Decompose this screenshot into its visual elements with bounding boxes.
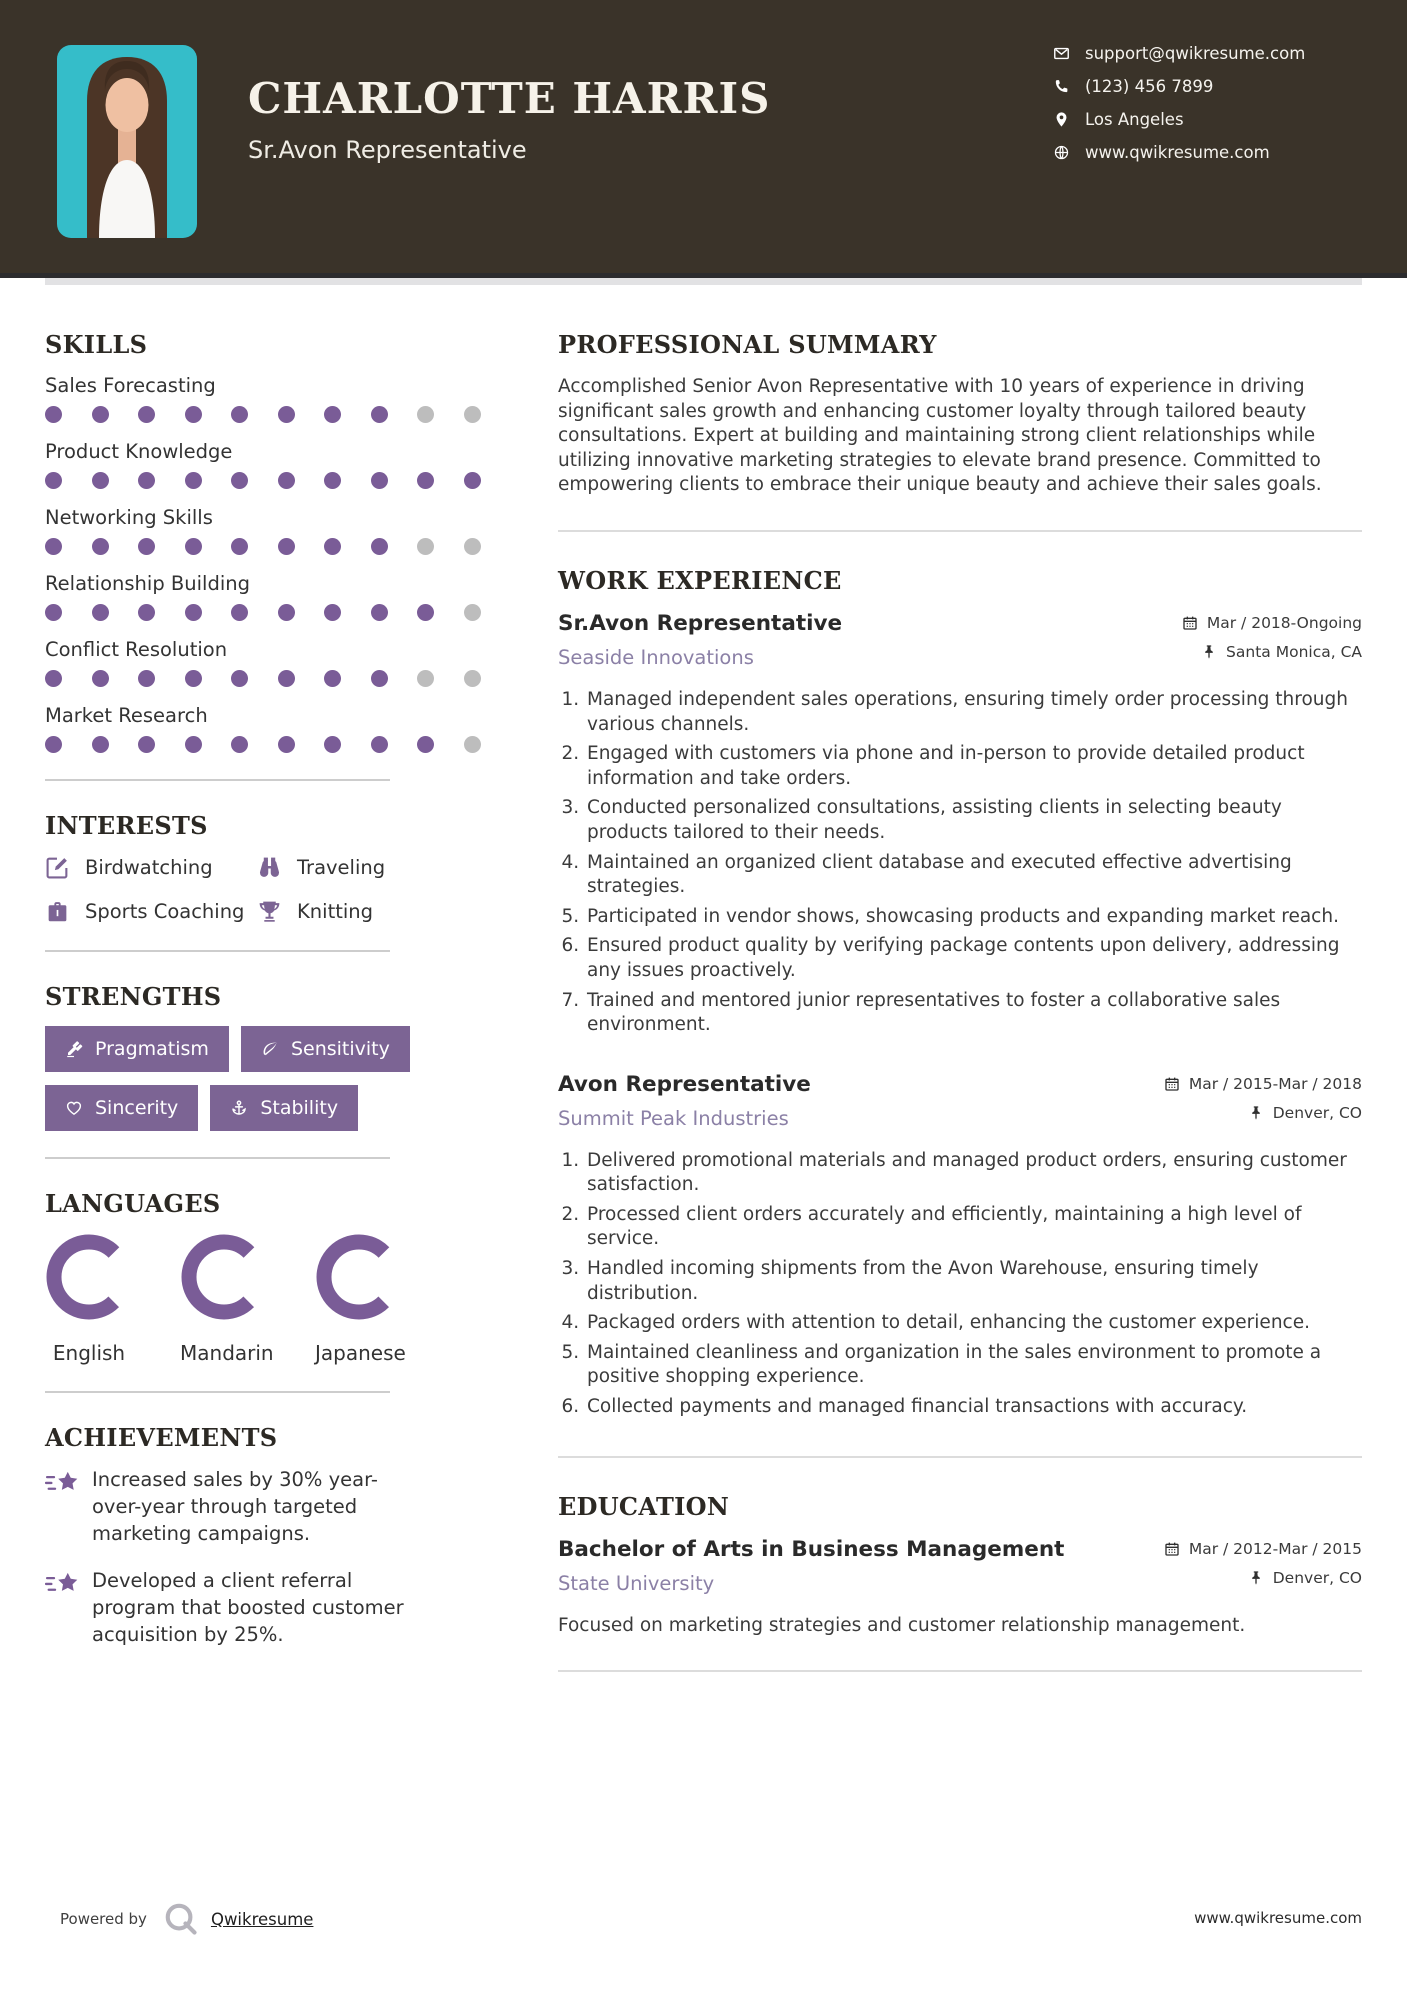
skill-dot	[464, 472, 481, 489]
footer	[0, 1893, 1407, 1953]
skill-dot	[185, 670, 202, 687]
interests-heading: INTERESTS	[45, 811, 208, 840]
sidebar-divider	[45, 779, 390, 781]
job-company: Summit Peak Industries	[558, 1106, 789, 1130]
job-date-row	[1182, 614, 1362, 632]
job-location: Denver, CO	[1272, 1103, 1362, 1122]
achievement-item	[45, 1568, 500, 1649]
school-name: State University	[558, 1571, 715, 1595]
sidebar-divider	[45, 950, 390, 952]
skill-row	[45, 572, 500, 621]
achievement-text: Developed a client referral program that boosted customer acquisition by 25%.	[92, 1568, 404, 1646]
strength-label: Pragmatism	[95, 1038, 209, 1060]
skill-dot	[138, 604, 155, 621]
skill-dot	[185, 406, 202, 423]
contact-row	[1053, 77, 1305, 95]
job-header-left	[558, 611, 842, 669]
job-bullet: 6. Ensured product quality by verifying package contents upon delivery, addressing any issues proactively.	[585, 934, 1362, 983]
contact-text: www.qwikresume.com	[1085, 142, 1270, 162]
language-level-ring	[180, 1233, 268, 1321]
job-location-row	[1182, 643, 1362, 661]
shooting-star-icon	[45, 1571, 81, 1599]
job-bullet: 4. Maintained an organized client database and executed effective advertising strategies.	[585, 851, 1362, 900]
skill-dot-rating	[45, 604, 500, 621]
strength-badge	[241, 1026, 410, 1072]
sidebar-divider	[45, 1391, 390, 1393]
language-label: English	[52, 1341, 126, 1365]
languages-heading: LANGUAGES	[45, 1189, 221, 1218]
skill-dot	[138, 406, 155, 423]
skill-label: Relationship Building	[45, 572, 251, 595]
language-label: Japanese	[315, 1341, 406, 1365]
skill-dot	[324, 736, 341, 753]
contact-list	[1053, 44, 1305, 176]
skill-dot	[185, 538, 202, 555]
job-bullet: 7. Trained and mentored junior representatives to foster a collaborative sales environment.	[585, 989, 1362, 1038]
skill-dot	[417, 472, 434, 489]
job-header-left	[558, 1072, 811, 1130]
skills-heading: SKILLS	[45, 330, 148, 359]
strengths-list	[45, 1026, 490, 1131]
job-bullet-list	[558, 688, 1362, 1038]
pushpin-icon	[1201, 644, 1217, 660]
interests-list	[45, 855, 500, 924]
language-item	[315, 1233, 406, 1365]
main-divider	[558, 1670, 1362, 1672]
globe-icon	[1053, 144, 1070, 161]
skill-label: Product Knowledge	[45, 440, 233, 463]
strength-label: Stability	[260, 1097, 339, 1119]
calendar-icon	[1164, 1076, 1180, 1092]
skill-dot	[371, 604, 388, 621]
skill-dot	[324, 406, 341, 423]
strength-badge	[210, 1085, 358, 1131]
job-meta	[1164, 1072, 1362, 1133]
job-date: Mar / 2015-Mar / 2018	[1188, 1074, 1362, 1093]
job-entry	[558, 611, 1362, 1038]
job-location: Santa Monica, CA	[1226, 642, 1362, 661]
education-date: Mar / 2012-Mar / 2015	[1188, 1539, 1362, 1558]
skill-dot	[464, 736, 481, 753]
skill-label: Market Research	[45, 704, 208, 727]
identity-block	[248, 74, 770, 164]
skill-dot	[45, 406, 62, 423]
person-job-title: Sr.Avon Representative	[248, 136, 527, 164]
job-bullet: 1. Managed independent sales operations, ensuring timely order processing through various channels.	[585, 688, 1362, 737]
job-header	[558, 611, 1362, 672]
heart-icon	[65, 1099, 83, 1117]
binoculars-icon	[257, 855, 282, 880]
phone-icon	[1053, 78, 1070, 95]
achievement-text: Increased sales by 30% year-over-year through targeted marketing campaigns.	[92, 1468, 378, 1545]
person-name: CHARLOTTE HARRIS	[248, 74, 771, 123]
skill-dot	[371, 670, 388, 687]
skill-dot	[417, 604, 434, 621]
education-location: Denver, CO	[1272, 1568, 1362, 1587]
contact-row	[1053, 44, 1305, 62]
pushpin-icon	[1248, 1570, 1264, 1586]
job-company: Seaside Innovations	[558, 645, 754, 669]
skill-dot-rating	[45, 736, 500, 753]
interest-label: Birdwatching	[85, 856, 213, 879]
skill-dot	[138, 736, 155, 753]
skill-dot	[138, 472, 155, 489]
job-title: Avon Representative	[558, 1071, 811, 1097]
strength-label: Sensitivity	[290, 1038, 390, 1060]
skill-dot	[185, 472, 202, 489]
job-entry	[558, 1072, 1362, 1420]
profile-photo	[57, 45, 197, 238]
skill-dot	[464, 538, 481, 555]
skill-dot	[231, 670, 248, 687]
skill-label: Networking Skills	[45, 506, 213, 529]
skill-dot	[324, 472, 341, 489]
job-date: Mar / 2018-Ongoing	[1206, 613, 1362, 632]
job-bullet: 6. Collected payments and managed financial transactions with accuracy.	[585, 1395, 1362, 1420]
skill-dot	[278, 604, 295, 621]
skill-row	[45, 704, 500, 753]
job-bullet: 2. Processed client orders accurately and efficiently, maintaining a high level of service.	[585, 1203, 1362, 1252]
strength-label: Sincerity	[95, 1097, 179, 1119]
footer-website: www.qwikresume.com	[1194, 1909, 1362, 1927]
leaf-icon	[261, 1040, 279, 1058]
skill-dot	[92, 604, 109, 621]
skill-dot	[464, 604, 481, 621]
main-divider	[558, 530, 1362, 532]
pen-square-icon	[45, 855, 70, 880]
interest-item	[257, 855, 500, 880]
job-bullet: 2. Engaged with customers via phone and in-person to provide detailed product information and take orders.	[585, 742, 1362, 791]
header-shadow-strip	[45, 278, 1362, 285]
job-date-row	[1164, 1075, 1362, 1093]
trophy-icon	[257, 899, 282, 924]
skill-dot	[324, 538, 341, 555]
skill-dot	[278, 736, 295, 753]
briefcase-icon	[45, 899, 70, 924]
language-level-ring	[45, 1233, 133, 1321]
skill-dot	[231, 406, 248, 423]
qwikresume-link[interactable]: Qwikresume	[210, 1909, 314, 1929]
sidebar	[45, 330, 500, 1668]
calendar-icon	[1164, 1541, 1180, 1557]
avatar-illustration	[57, 45, 197, 238]
interest-item	[45, 855, 257, 880]
skill-dot	[417, 406, 434, 423]
qwikresume-logo-icon	[163, 1901, 199, 1937]
skill-dot	[371, 736, 388, 753]
job-bullet: 5. Maintained cleanliness and organization in the sales environment to promote a positive shopping experience.	[585, 1341, 1362, 1390]
skill-dot	[417, 670, 434, 687]
strength-badge	[45, 1026, 229, 1072]
skill-dot	[231, 604, 248, 621]
skill-dot	[92, 472, 109, 489]
education-heading: EDUCATION	[558, 1491, 730, 1521]
calendar-icon	[1182, 615, 1198, 631]
skill-dot	[231, 538, 248, 555]
education-entry	[558, 1537, 1362, 1639]
skill-dot	[371, 538, 388, 555]
job-location-row	[1164, 1104, 1362, 1122]
skill-dot-rating	[45, 538, 500, 555]
job-meta	[1182, 611, 1362, 672]
job-bullet: 4. Packaged orders with attention to detail, enhancing the customer experience.	[585, 1311, 1362, 1336]
degree-title: Bachelor of Arts in Business Management	[558, 1536, 1065, 1562]
contact-row	[1053, 143, 1305, 161]
skill-dot	[278, 538, 295, 555]
skill-dot	[371, 406, 388, 423]
achievements-list	[45, 1467, 500, 1648]
skill-dot	[45, 670, 62, 687]
envelope-icon	[1053, 45, 1070, 62]
sidebar-divider	[45, 1157, 390, 1159]
contact-text: support@qwikresume.com	[1085, 43, 1306, 63]
skill-dot	[464, 406, 481, 423]
gavel-icon	[65, 1040, 83, 1058]
skill-dot	[45, 538, 62, 555]
skill-row	[45, 374, 500, 423]
job-bullet: 3. Handled incoming shipments from the Avon Warehouse, ensuring timely distribution.	[585, 1257, 1362, 1306]
work-heading: WORK EXPERIENCE	[558, 565, 842, 595]
education-description: Focused on marketing strategies and customer relationship management.	[558, 1614, 1246, 1636]
contact-text: Los Angeles	[1085, 109, 1184, 129]
interest-item	[257, 899, 500, 924]
language-label: Mandarin	[180, 1341, 274, 1365]
contact-text: (123) 456 7899	[1085, 76, 1214, 96]
strength-badge	[45, 1085, 198, 1131]
skill-dot	[324, 604, 341, 621]
skill-dot	[45, 736, 62, 753]
skill-dot	[231, 736, 248, 753]
content-columns	[0, 285, 1407, 1706]
header	[0, 0, 1407, 273]
skill-dot	[417, 538, 434, 555]
job-bullet-list	[558, 1149, 1362, 1420]
skill-label: Conflict Resolution	[45, 638, 228, 661]
achievements-heading: ACHIEVEMENTS	[45, 1423, 278, 1452]
skill-row	[45, 506, 500, 555]
contact-row	[1053, 110, 1305, 128]
skill-dot	[92, 406, 109, 423]
summary-heading: PROFESSIONAL SUMMARY	[558, 330, 937, 359]
interest-label: Traveling	[297, 856, 386, 879]
skill-dot	[45, 472, 62, 489]
jobs-list	[558, 611, 1362, 1420]
language-item	[45, 1233, 133, 1365]
skill-dot	[45, 604, 62, 621]
job-header	[558, 1072, 1362, 1133]
skill-dot	[324, 670, 341, 687]
job-title: Sr.Avon Representative	[558, 610, 843, 636]
interest-label: Knitting	[297, 900, 374, 923]
strengths-heading: STRENGTHS	[45, 982, 222, 1011]
skill-row	[45, 638, 500, 687]
powered-by-label: Powered by	[60, 1910, 147, 1928]
skill-row	[45, 440, 500, 489]
skill-dot	[278, 472, 295, 489]
skills-list	[45, 374, 500, 753]
skill-dot	[278, 406, 295, 423]
achievement-item	[45, 1467, 500, 1548]
language-level-ring	[315, 1233, 403, 1321]
location-pin-icon	[1053, 111, 1070, 128]
skill-dot	[185, 736, 202, 753]
job-bullet: 3. Conducted personalized consultations, assisting clients in selecting beauty products tailored to their needs.	[585, 796, 1362, 845]
skill-dot	[185, 604, 202, 621]
skill-dot	[138, 538, 155, 555]
skill-dot	[464, 670, 481, 687]
summary-text: Accomplished Senior Avon Representative with 10 years of experience in driving significant sales growth and enhancing customer loyalty through tailored beauty consultations. Expert at building and maintaining strong client relationships while utilizing innovative marketing strategies to elevate brand presence. Committed to empowering clients to embrace their unique beauty and achieve their sales goals.	[558, 376, 1322, 496]
skill-dot-rating	[45, 472, 500, 489]
interest-item	[45, 899, 257, 924]
main-column	[558, 330, 1362, 1706]
skill-dot	[92, 736, 109, 753]
skill-dot	[371, 472, 388, 489]
skill-dot	[92, 670, 109, 687]
interest-label: Sports Coaching	[85, 900, 245, 923]
skill-label: Sales Forecasting	[45, 374, 216, 397]
shooting-star-icon	[45, 1470, 81, 1498]
skill-dot	[92, 538, 109, 555]
skill-dot	[417, 736, 434, 753]
main-divider	[558, 1456, 1362, 1458]
job-bullet: 1. Delivered promotional materials and managed product orders, ensuring customer satisfaction.	[585, 1149, 1362, 1198]
skill-dot-rating	[45, 670, 500, 687]
pushpin-icon	[1248, 1105, 1264, 1121]
job-bullet: 5. Participated in vendor shows, showcasing products and expanding market reach.	[585, 905, 1362, 930]
skill-dot	[138, 670, 155, 687]
skill-dot	[278, 670, 295, 687]
languages-list	[45, 1233, 500, 1365]
language-item	[180, 1233, 274, 1365]
anchor-icon	[230, 1099, 248, 1117]
powered-by-block	[60, 1901, 313, 1937]
skill-dot	[231, 472, 248, 489]
skill-dot-rating	[45, 406, 500, 423]
